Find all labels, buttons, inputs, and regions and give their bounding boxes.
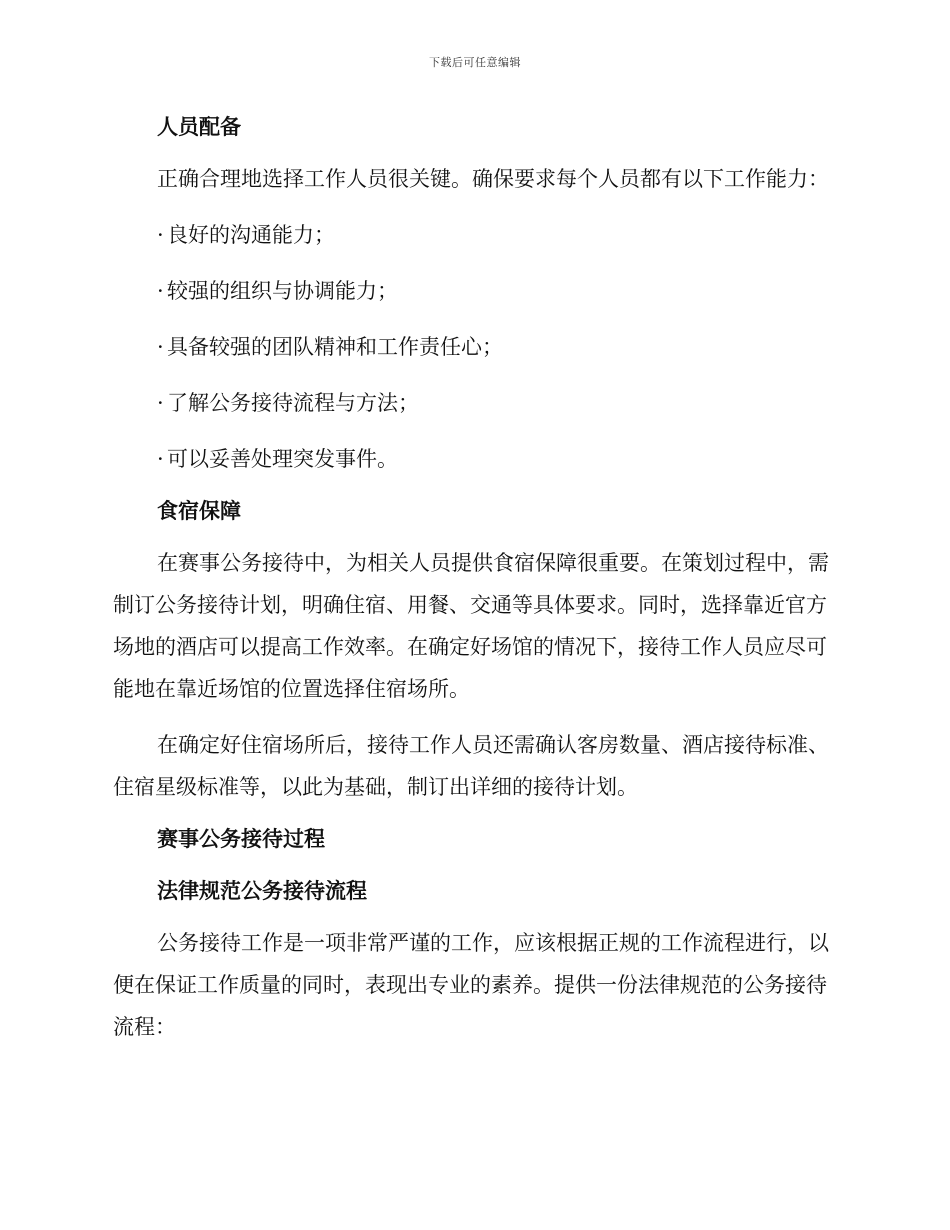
bullet-marker: · — [157, 335, 164, 359]
document-body — [113, 108, 835, 1048]
list-item — [113, 326, 835, 368]
section-heading-staffing: 人员配备 — [157, 114, 241, 139]
list-item-text: 具备较强的团队精神和工作责任心； — [167, 335, 503, 359]
bullet-marker: · — [157, 391, 164, 415]
list-item-text: 可以妥善处理突发事件。 — [167, 447, 398, 471]
list-item — [113, 214, 835, 256]
accommodation-paragraph-2: 在确定好住宿场所后，接待工作人员还需确认客房数量、酒店接待标准、住宿星级标准等，以此为基础，制订出详细的接待计划。 — [113, 733, 829, 799]
list-item — [113, 382, 835, 424]
bullet-marker: · — [157, 279, 164, 303]
legal-process-paragraph: 公务接待工作是一项非常严谨的工作，应该根据正规的工作流程进行，以便在保证工作质量的同时，表现出专业的素养。提供一份法律规范的公务接待流程： — [113, 931, 829, 1039]
page-header-note: 下载后可任意编辑 — [429, 56, 521, 69]
section-heading-accommodation: 食宿保障 — [157, 498, 241, 523]
list-item — [113, 270, 835, 312]
list-item — [113, 438, 835, 480]
bullet-marker: · — [157, 223, 164, 247]
section-heading-legal-process: 法律规范公务接待流程 — [157, 878, 367, 903]
list-item-text: 了解公务接待流程与方法； — [167, 391, 419, 415]
staffing-intro-paragraph: 正确合理地选择工作人员很关键。确保要求每个人员都有以下工作能力： — [157, 167, 829, 191]
list-item-text: 较强的组织与协调能力； — [167, 279, 398, 303]
list-item-text: 良好的沟通能力； — [167, 223, 335, 247]
section-heading-process: 赛事公务接待过程 — [157, 826, 325, 851]
accommodation-paragraph-1: 在赛事公务接待中，为相关人员提供食宿保障很重要。在策划过程中，需制订公务接待计划，明确住宿、用餐、交通等具体要求。同时，选择靠近官方场地的酒店可以提高工作效率。在确定好场馆的情况下，接待工作人员应尽可能地在靠近场馆的位置选择住宿场所。 — [113, 551, 829, 701]
bullet-marker: · — [157, 447, 164, 471]
